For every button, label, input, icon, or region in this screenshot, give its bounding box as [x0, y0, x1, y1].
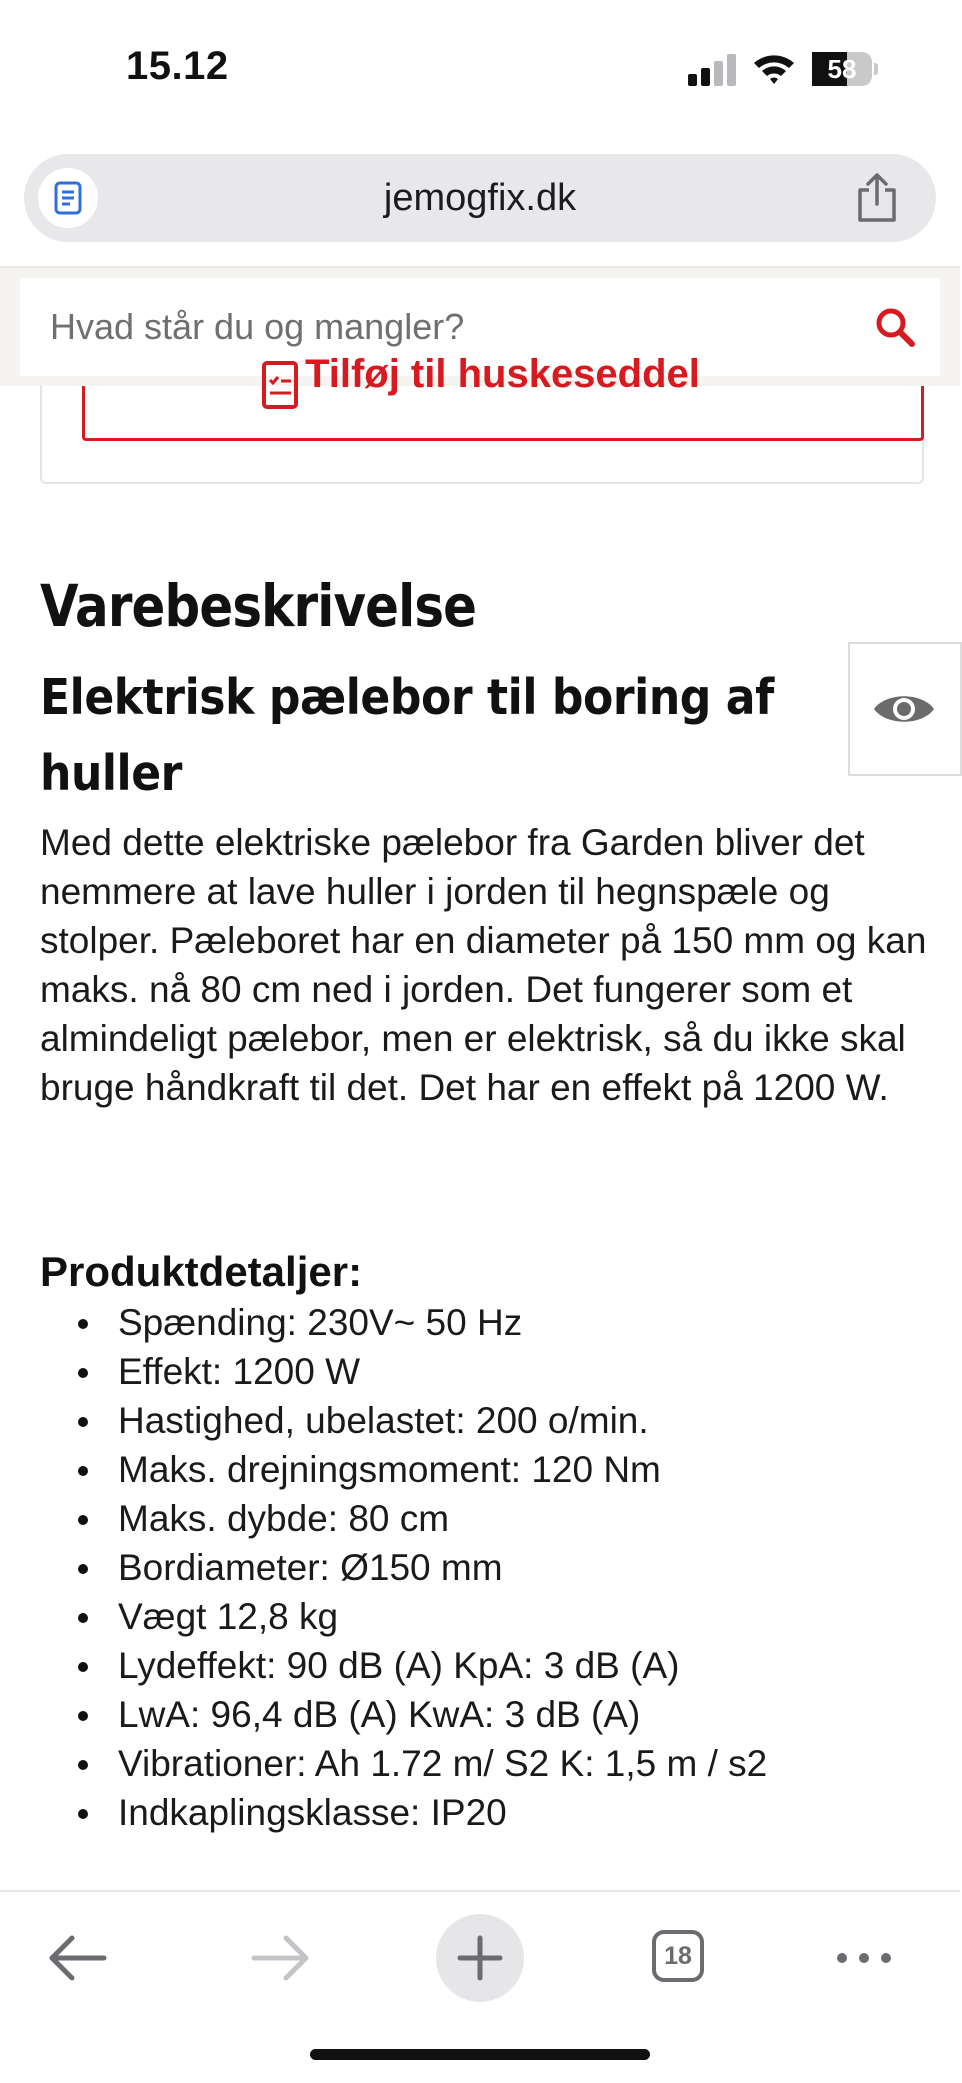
search-icon[interactable] [874, 306, 916, 348]
share-icon[interactable] [854, 172, 900, 224]
list-item: Indkaplingsklasse: IP20 [40, 1788, 767, 1837]
list-item: Effekt: 1200 W [40, 1347, 767, 1396]
view-button[interactable] [848, 642, 962, 776]
list-item: Vægt 12,8 kg [40, 1592, 767, 1641]
battery-icon [812, 52, 878, 86]
add-to-notes-button[interactable] [82, 352, 924, 441]
home-indicator [310, 2049, 650, 2060]
product-card [40, 352, 924, 484]
wifi-icon [752, 52, 796, 86]
list-item: Spænding: 230V~ 50 Hz [40, 1298, 767, 1347]
list-item: Hastighed, ubelastet: 200 o/min. [40, 1396, 767, 1445]
new-tab-button[interactable] [436, 1914, 524, 2002]
tabs-button[interactable] [650, 1914, 712, 2002]
status-bar [0, 0, 960, 140]
product-description: Med dette elektriske pælebor fra Garden bliver det nemmere at lave huller i jorden til hegnspæle og stolper. Pæleboret har en diameter på 150 mm og kan maks. nå 80 cm ned i jorden. Det fungerer som et almindeligt pælebor, men er elektrisk, så du ikke skal bruge håndkraft til det. Det har en effekt på 1200 W. [40, 822, 927, 1108]
address-bar[interactable] [24, 154, 936, 242]
search-placeholder: Hvad står du og mangler? [50, 306, 465, 347]
battery-percentage: 58 [827, 54, 857, 84]
more-icon[interactable] [834, 1914, 894, 2002]
list-item: Lydeffekt: 90 dB (A) KpA: 3 dB (A) [40, 1641, 767, 1690]
list-item: Vibrationer: Ah 1.72 m/ S2 K: 1,5 m / s2 [40, 1739, 767, 1788]
eye-icon [870, 686, 938, 732]
status-time: 15.12 [126, 44, 229, 88]
cellular-signal-icon [688, 54, 738, 86]
add-to-notes-label: Tilføj til huskeseddel [305, 352, 700, 396]
arrow-right-icon[interactable] [248, 1914, 312, 2002]
checklist-icon [261, 360, 299, 410]
tabs-icon: 18 [652, 1930, 704, 1982]
list-item: LwA: 96,4 dB (A) KwA: 3 dB (A) [40, 1690, 767, 1739]
details-heading: Produktdetaljer: [40, 1248, 363, 1295]
list-item: Maks. drejningsmoment: 120 Nm [40, 1445, 767, 1494]
product-title: Elektrisk pælebor til boring af huller [40, 669, 774, 802]
section-heading: Varebeskrivelse [40, 572, 477, 640]
details-list [40, 1298, 767, 1837]
list-item: Maks. dybde: 80 cm [40, 1494, 767, 1543]
arrow-left-icon[interactable] [46, 1914, 110, 2002]
reader-mode-button[interactable] [38, 168, 98, 228]
list-item: Bordiameter: Ø150 mm [40, 1543, 767, 1592]
plus-icon [436, 1914, 524, 2002]
reader-mode-icon [53, 181, 83, 215]
url-text[interactable]: jemogfix.dk [383, 177, 577, 219]
